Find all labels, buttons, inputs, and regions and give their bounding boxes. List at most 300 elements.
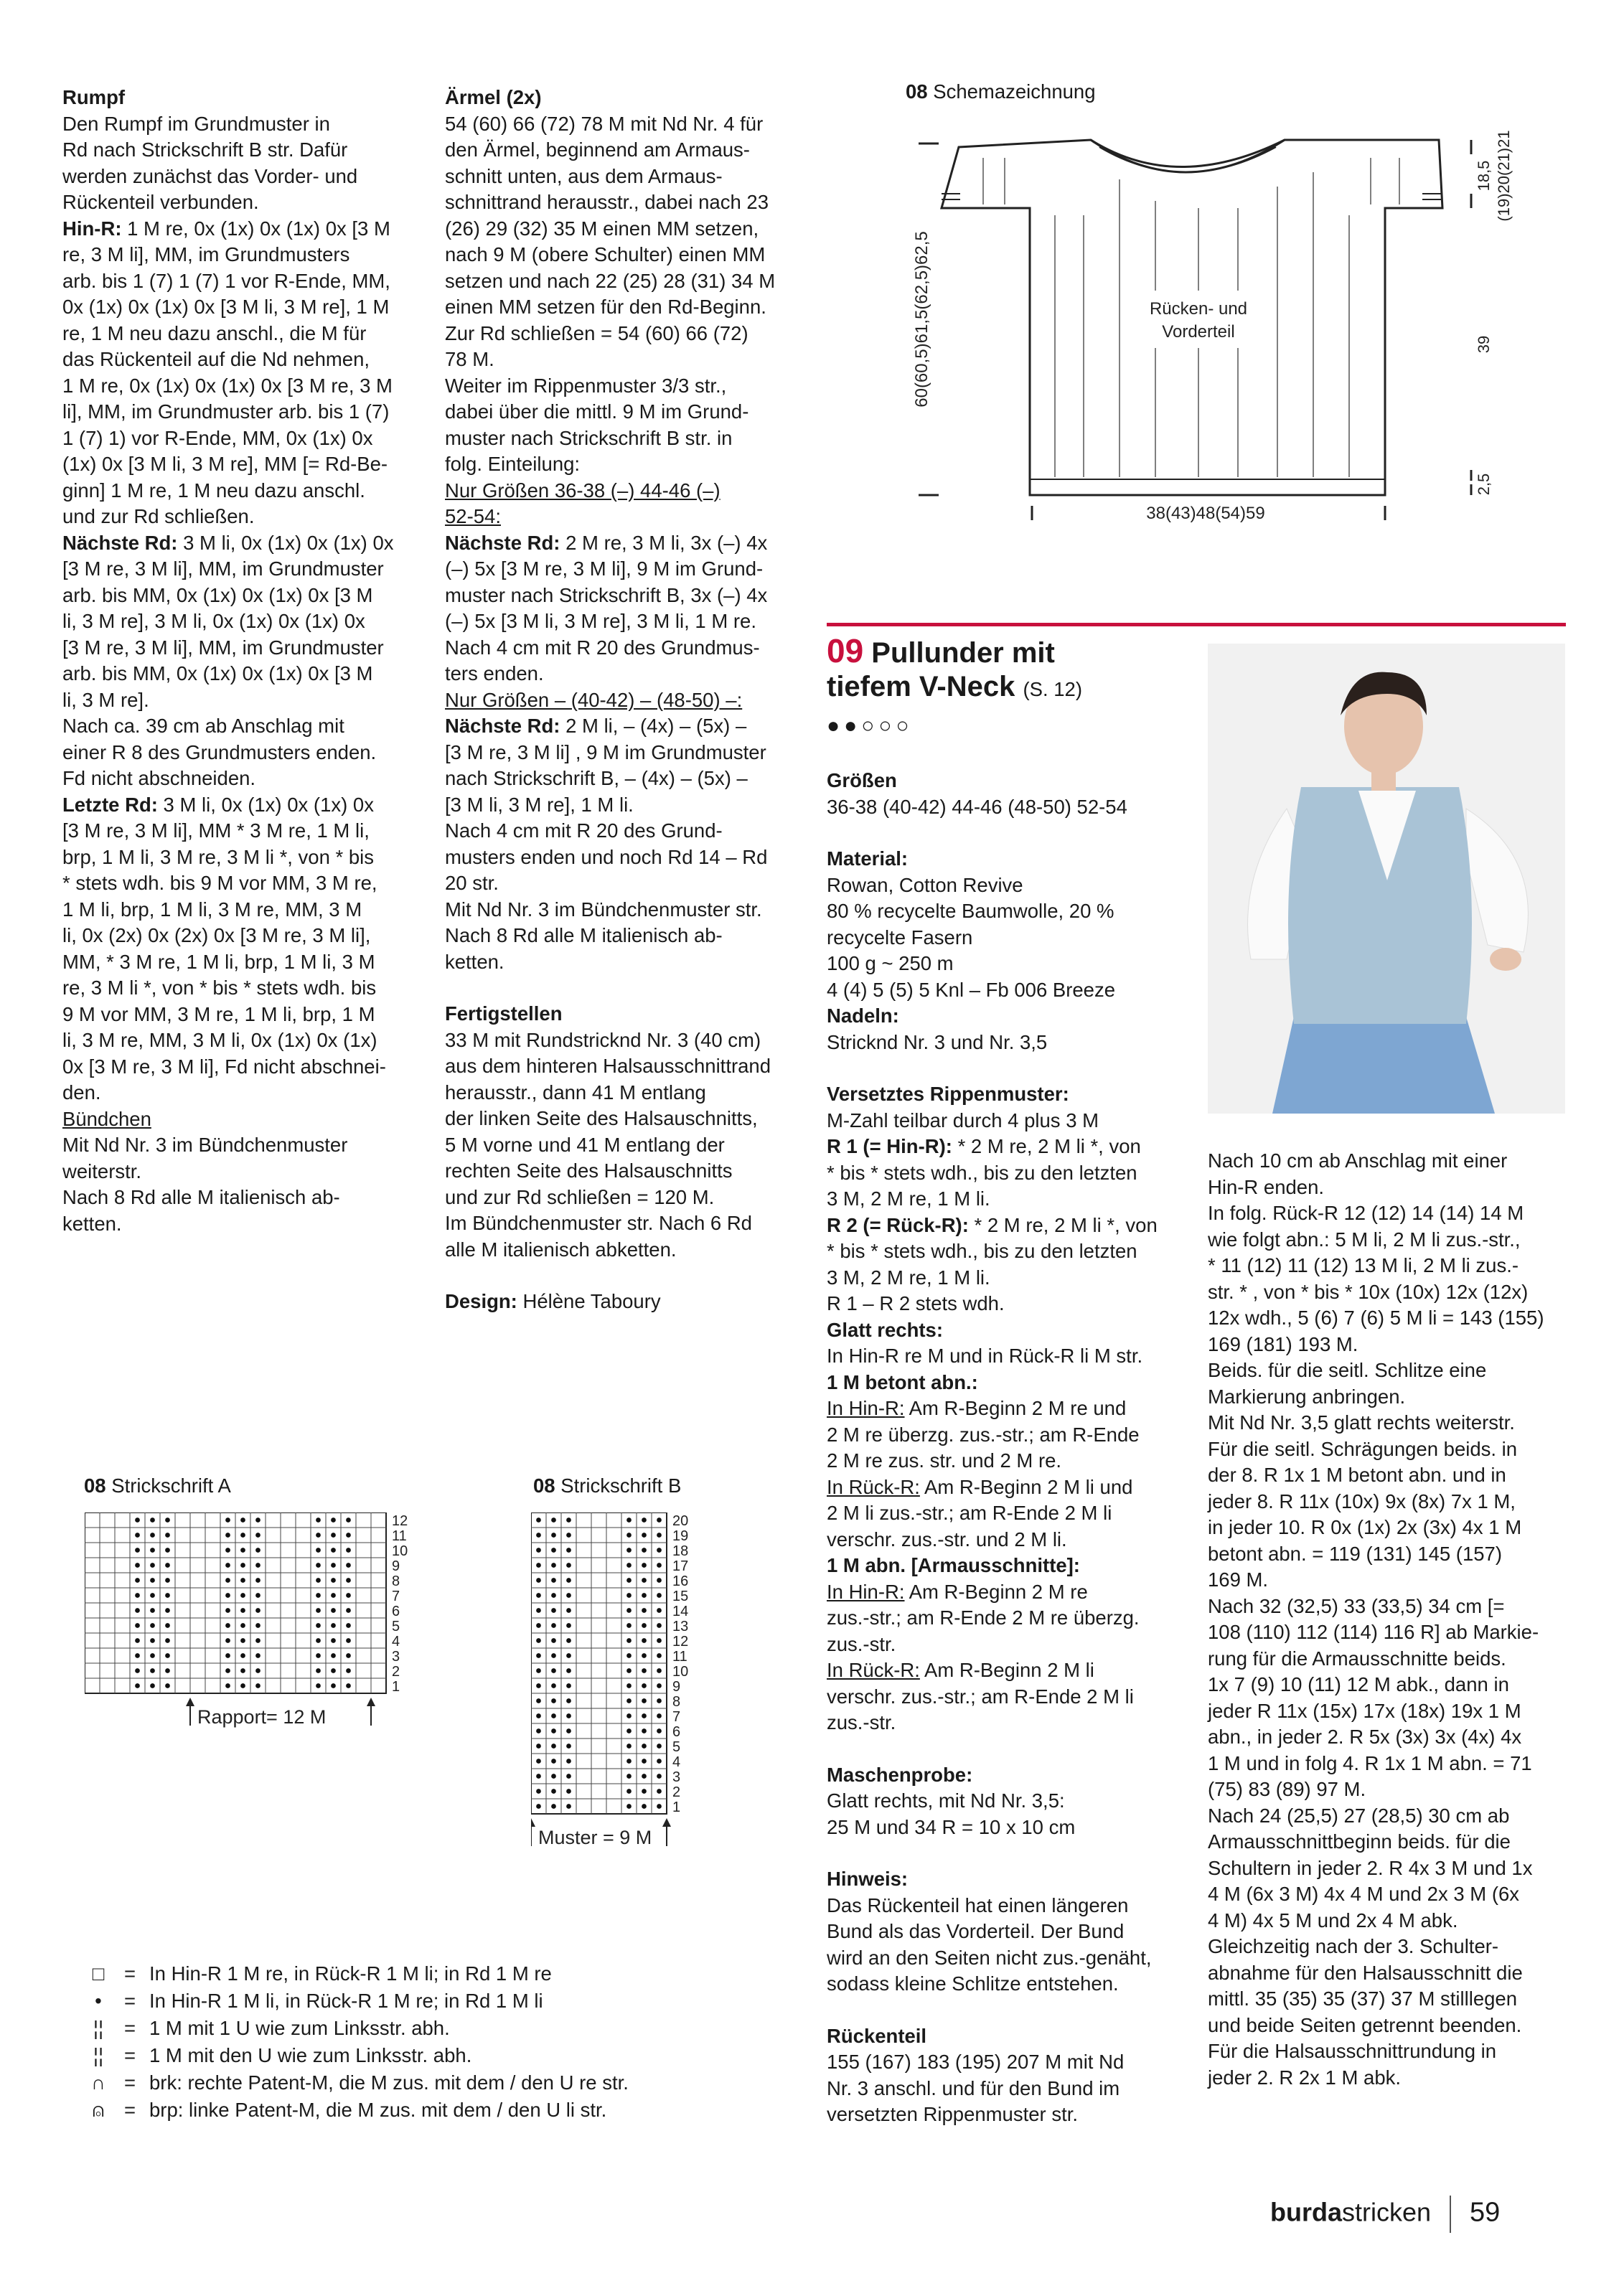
text-line: 54 (60) 66 (72) 78 M mit Nd Nr. 4 für bbox=[445, 112, 764, 135]
text-line: einer R 8 des Grundmusters enden. bbox=[62, 740, 377, 763]
text-line: Markierung anbringen. bbox=[1208, 1385, 1406, 1408]
row-number: 9 bbox=[672, 1679, 681, 1695]
purl-dot bbox=[346, 1653, 351, 1658]
text-line: li, 0x (2x) 0x (2x) 0x [3 M re, 3 M li], bbox=[62, 924, 371, 946]
text-line: 2 M li zus.-str.; am R-Ende 2 M li bbox=[827, 1502, 1112, 1524]
row-number: 7 bbox=[392, 1589, 400, 1604]
purl-dot bbox=[331, 1653, 336, 1658]
purl-dot bbox=[657, 1774, 662, 1779]
text-line: In folg. Rück-R 12 (12) 14 (14) 14 M bbox=[1208, 1202, 1524, 1224]
text-line: Maschenprobe: bbox=[827, 1763, 973, 1786]
purl-dot bbox=[566, 1698, 571, 1703]
purl-dot bbox=[626, 1548, 632, 1553]
purl-dot bbox=[626, 1683, 632, 1688]
text-line: weiterstr. bbox=[62, 1159, 142, 1182]
text-line: Bund als das Vorderteil. Der Bund bbox=[827, 1920, 1125, 1942]
row-number: 7 bbox=[672, 1709, 681, 1725]
purl-dot bbox=[536, 1623, 541, 1628]
text-line: In Hin-R re M und in Rück-R li M str. bbox=[827, 1345, 1143, 1367]
purl-dot bbox=[657, 1759, 662, 1764]
purl-dot bbox=[642, 1653, 647, 1658]
text-line: 52-54: bbox=[445, 505, 501, 527]
text-line: muster nach Strickschrift B str. in bbox=[445, 426, 733, 449]
purl-dot bbox=[626, 1789, 632, 1794]
purl-dot bbox=[150, 1548, 155, 1553]
purl-dot bbox=[566, 1563, 571, 1568]
schema-title: 08 Schemazeichnung bbox=[906, 80, 1096, 103]
text-line: Schultern in jeder 2. R 4x 3 M und 1x bbox=[1208, 1856, 1533, 1879]
text-line: [3 M re, 3 M li] , 9 M im Grundmuster bbox=[445, 740, 766, 763]
purl-dot bbox=[240, 1683, 245, 1688]
row-number: 2 bbox=[672, 1784, 681, 1800]
purl-dot bbox=[225, 1608, 230, 1613]
row-number: 13 bbox=[672, 1619, 689, 1634]
legend-equals: = bbox=[123, 2071, 136, 2094]
repeat-label: Muster = 9 M bbox=[538, 1827, 652, 1848]
purl-dot bbox=[316, 1653, 321, 1658]
purl-dot bbox=[536, 1578, 541, 1583]
text-line: herausstr., dann 41 M entlang bbox=[445, 1081, 706, 1104]
purl-dot bbox=[626, 1668, 632, 1673]
text-line: R 1 – R 2 stets wdh. bbox=[827, 1292, 1005, 1314]
purl-dot bbox=[626, 1728, 632, 1733]
text-line: Letzte Rd: 3 M li, 0x (1x) 0x (1x) 0x bbox=[62, 793, 374, 816]
purl-dot bbox=[657, 1789, 662, 1794]
legend-row bbox=[86, 2097, 629, 2124]
row-number: 3 bbox=[672, 1769, 681, 1785]
purl-dot bbox=[626, 1518, 632, 1523]
text-line: Nächste Rd: 2 M li, – (4x) – (5x) – bbox=[445, 715, 747, 737]
legend-text: In Hin-R 1 M li, in Rück-R 1 M re; in Rd 1 M li bbox=[149, 1990, 543, 2012]
purl-dot bbox=[626, 1804, 632, 1809]
purl-dot bbox=[657, 1623, 662, 1628]
text-line: Für die Halsausschnittrundung in bbox=[1208, 2040, 1497, 2062]
purl-dot bbox=[551, 1533, 556, 1538]
purl-dot bbox=[551, 1563, 556, 1568]
text-line: zus.-str. bbox=[827, 1632, 896, 1655]
row-number: 6 bbox=[392, 1604, 400, 1619]
text-line: * 11 (12) 11 (12) 13 M li, 2 M li zus.- bbox=[1208, 1254, 1519, 1276]
text-line: ketten. bbox=[62, 1212, 122, 1235]
difficulty-rating: ●●○○○ bbox=[827, 714, 914, 738]
text-line: (26) 29 (32) 35 M einen MM setzen, bbox=[445, 217, 759, 240]
purl-dot bbox=[240, 1608, 245, 1613]
purl-dot bbox=[536, 1683, 541, 1688]
row-number: 11 bbox=[392, 1528, 407, 1544]
text-line: In Hin-R: Am R-Beginn 2 M re bbox=[827, 1580, 1088, 1603]
text-line: Mit Nd Nr. 3 im Bündchenmuster bbox=[62, 1134, 348, 1156]
text-line: Nr. 3 anschl. und für den Bund im bbox=[827, 2076, 1120, 2099]
purl-dot bbox=[316, 1518, 321, 1523]
purl-dot bbox=[566, 1683, 571, 1688]
purl-dot bbox=[240, 1623, 245, 1628]
page-number: 59 bbox=[1470, 2197, 1501, 2228]
text-line: Fd nicht abschneiden. bbox=[62, 767, 256, 789]
purl-dot bbox=[255, 1653, 261, 1658]
text-line: Hin-R: 1 M re, 0x (1x) 0x (1x) 0x [3 M bbox=[62, 217, 390, 240]
purl-dot bbox=[566, 1578, 571, 1583]
purl-dot bbox=[135, 1608, 140, 1613]
row-number: 4 bbox=[672, 1754, 681, 1770]
text-line: zus.-str. bbox=[827, 1711, 896, 1733]
text-line: 1 M und in folg 4. R 1x 1 M abn. = 71 bbox=[1208, 1751, 1532, 1774]
purl-dot bbox=[240, 1548, 245, 1553]
purl-dot bbox=[551, 1653, 556, 1658]
purl-dot bbox=[165, 1653, 170, 1658]
text-line: li], MM, im Grundmuster arb. bis 1 (7) bbox=[62, 400, 390, 423]
purl-dot bbox=[240, 1653, 245, 1658]
purl-dot bbox=[346, 1578, 351, 1583]
row-number: 12 bbox=[672, 1634, 689, 1650]
schema-width-dim: 38(43)48(54)59 bbox=[1146, 504, 1265, 523]
purl-dot bbox=[657, 1744, 662, 1749]
purl-dot bbox=[346, 1533, 351, 1538]
purl-dot bbox=[150, 1638, 155, 1643]
text-line: 20 str. bbox=[445, 872, 499, 894]
text-line bbox=[827, 1840, 1193, 1866]
text-line: das Rückenteil auf die Nd nehmen, bbox=[62, 348, 370, 370]
purl-dot bbox=[331, 1608, 336, 1613]
text-line: Rumpf bbox=[62, 86, 126, 108]
text-line bbox=[827, 820, 1193, 846]
purl-dot bbox=[642, 1744, 647, 1749]
schema-body-label-2: Vorderteil bbox=[1162, 322, 1235, 342]
purl-dot bbox=[566, 1623, 571, 1628]
purl-dot bbox=[255, 1548, 261, 1553]
text-line: 1 M betont abn.: bbox=[827, 1370, 978, 1393]
text-line: Mit Nd Nr. 3,5 glatt rechts weiterstr. bbox=[1208, 1411, 1515, 1434]
purl-dot bbox=[331, 1578, 336, 1583]
purl-dot bbox=[150, 1593, 155, 1598]
row-number: 3 bbox=[392, 1649, 400, 1665]
text-line: schnittrand herausstr., dabei nach 23 bbox=[445, 191, 769, 213]
purl-dot bbox=[316, 1578, 321, 1583]
purl-dot bbox=[135, 1578, 140, 1583]
text-line: Versetztes Rippenmuster: bbox=[827, 1083, 1069, 1105]
text-line: 1 (7) 1) vor R-Ende, MM, 0x (1x) 0x bbox=[62, 426, 373, 449]
page-footer bbox=[1270, 2196, 1500, 2233]
purl-dot bbox=[255, 1623, 261, 1628]
text-line: Nadeln: bbox=[827, 1004, 899, 1027]
text-line: li, 3 M re, MM, 3 M li, 0x (1x) 0x (1x) bbox=[62, 1029, 377, 1051]
purl-dot bbox=[331, 1593, 336, 1598]
text-line: Armausschnittbeginn beids. für die bbox=[1208, 1830, 1511, 1853]
purl-dot bbox=[135, 1593, 140, 1598]
purl-dot bbox=[255, 1608, 261, 1613]
purl-dot bbox=[642, 1638, 647, 1643]
purl-dot bbox=[566, 1533, 571, 1538]
purl-dot bbox=[150, 1668, 155, 1673]
purl-dot bbox=[150, 1578, 155, 1583]
purl-dot bbox=[225, 1578, 230, 1583]
purl-dot bbox=[225, 1668, 230, 1673]
text-line: Ärmel (2x) bbox=[445, 86, 542, 108]
purl-dot bbox=[642, 1608, 647, 1613]
row-number: 18 bbox=[672, 1543, 689, 1559]
text-line: einen MM setzen für den Rd-Beginn. bbox=[445, 296, 766, 318]
purl-dot bbox=[551, 1728, 556, 1733]
purl-dot bbox=[150, 1653, 155, 1658]
text-line: Nach 32 (32,5) 33 (33,5) 34 cm [= bbox=[1208, 1594, 1505, 1617]
purl-dot bbox=[626, 1593, 632, 1598]
text-line: muster nach Strickschrift B, 3x (–) 4x bbox=[445, 583, 768, 606]
purl-dot bbox=[536, 1593, 541, 1598]
purl-dot bbox=[551, 1744, 556, 1749]
schema-body-label-1: Rücken- und bbox=[1149, 299, 1248, 319]
purl-dot bbox=[316, 1563, 321, 1568]
text-line: [3 M re, 3 M li], MM * 3 M re, 1 M li, bbox=[62, 819, 370, 842]
text-line: der linken Seite des Halsauschnitts, bbox=[445, 1107, 758, 1129]
text-line: Rd nach Strickschrift B str. Dafür bbox=[62, 138, 348, 161]
text-line: Nach 10 cm ab Anschlag mit einer bbox=[1208, 1149, 1508, 1172]
text-line: 4 M (6x 3 M) 4x 4 M und 2x 3 M (6x bbox=[1208, 1883, 1520, 1905]
text-line: nach 9 M (obere Schulter) einen MM bbox=[445, 243, 766, 265]
text-line: verschr. zus.-str. und 2 M li. bbox=[827, 1528, 1067, 1551]
chart-b-title: 08 Strickschrift B bbox=[533, 1474, 682, 1497]
purl-dot bbox=[566, 1638, 571, 1643]
text-line: den. bbox=[62, 1081, 101, 1104]
purl-dot bbox=[626, 1713, 632, 1718]
text-line: M-Zahl teilbar durch 4 plus 3 M bbox=[827, 1109, 1099, 1131]
row-number: 10 bbox=[672, 1664, 689, 1680]
purl-dot bbox=[642, 1728, 647, 1733]
text-line bbox=[445, 975, 811, 1001]
purl-dot bbox=[536, 1744, 541, 1749]
purl-dot bbox=[551, 1518, 556, 1523]
text-line: In Rück-R: Am R-Beginn 2 M li und bbox=[827, 1475, 1133, 1498]
text-line: Mit Nd Nr. 3 im Bündchenmuster str. bbox=[445, 898, 762, 921]
purl-dot bbox=[657, 1668, 662, 1673]
purl-dot bbox=[331, 1668, 336, 1673]
purl-dot bbox=[566, 1759, 571, 1764]
row-number: 12 bbox=[392, 1513, 408, 1529]
row-number: 1 bbox=[672, 1799, 681, 1815]
purl-dot bbox=[536, 1728, 541, 1733]
purl-dot bbox=[346, 1623, 351, 1628]
purl-dot bbox=[536, 1563, 541, 1568]
text-line: 3 M, 2 M re, 1 M li. bbox=[827, 1187, 990, 1210]
purl-dot bbox=[626, 1608, 632, 1613]
legend-symbol: ∩ bbox=[91, 2071, 105, 2094]
purl-dot bbox=[551, 1593, 556, 1598]
purl-dot bbox=[346, 1608, 351, 1613]
text-line: arb. bis MM, 0x (1x) 0x (1x) 0x [3 M bbox=[62, 662, 373, 684]
text-line: re, 3 M li *, von * bis * stets wdh. bis bbox=[62, 977, 377, 999]
text-line: 36-38 (40-42) 44-46 (48-50) 52-54 bbox=[827, 795, 1127, 818]
purl-dot bbox=[551, 1683, 556, 1688]
purl-dot bbox=[225, 1518, 230, 1523]
legend-symbol: ¦¦ bbox=[93, 2044, 104, 2066]
text-line: schnitt unten, aus dem Armaus- bbox=[445, 164, 723, 187]
text-line: [3 M re, 3 M li], MM, im Grundmuster bbox=[62, 636, 384, 659]
legend-equals: = bbox=[123, 2017, 136, 2039]
text-line: Hin-R enden. bbox=[1208, 1175, 1325, 1198]
purl-dot bbox=[657, 1548, 662, 1553]
purl-dot bbox=[316, 1623, 321, 1628]
text-line: folg. Einteilung: bbox=[445, 453, 581, 475]
purl-dot bbox=[135, 1623, 140, 1628]
purl-dot bbox=[331, 1548, 336, 1553]
legend-equals: = bbox=[123, 1990, 136, 2012]
text-line: In Hin-R: Am R-Beginn 2 M re und bbox=[827, 1397, 1127, 1419]
text-line: Beids. für die seitl. Schlitze eine bbox=[1208, 1359, 1487, 1381]
purl-dot bbox=[316, 1593, 321, 1598]
purl-dot bbox=[225, 1548, 230, 1553]
text-line: Für die seitl. Schrägungen beids. in bbox=[1208, 1437, 1518, 1460]
purl-dot bbox=[566, 1653, 571, 1658]
purl-dot bbox=[225, 1638, 230, 1643]
purl-dot bbox=[551, 1608, 556, 1613]
legend-row bbox=[86, 2069, 629, 2097]
purl-dot bbox=[346, 1668, 351, 1673]
purl-dot bbox=[316, 1683, 321, 1688]
text-line: 5 M vorne und 41 M entlang der bbox=[445, 1133, 725, 1156]
purl-dot bbox=[165, 1608, 170, 1613]
legend-symbol: • bbox=[95, 1990, 102, 2012]
purl-dot bbox=[225, 1683, 230, 1688]
purl-dot bbox=[626, 1623, 632, 1628]
purl-dot bbox=[135, 1548, 140, 1553]
text-line: Hinweis: bbox=[827, 1868, 909, 1890]
purl-dot bbox=[135, 1683, 140, 1688]
purl-dot bbox=[551, 1713, 556, 1718]
text-line: 4 M) 4x 5 M und 2x 4 M abk. bbox=[1208, 1909, 1458, 1932]
text-line: der 8. R 1x 1 M betont abn. und in bbox=[1208, 1464, 1506, 1486]
text-line: recycelte Fasern bbox=[827, 926, 973, 949]
purl-dot bbox=[642, 1563, 647, 1568]
text-line: 1 M li, brp, 1 M li, 3 M re, MM, 3 M bbox=[62, 898, 362, 921]
text-line: 25 M und 34 R = 10 x 10 cm bbox=[827, 1815, 1076, 1838]
text-line: [3 M li, 3 M re], 1 M li. bbox=[445, 793, 634, 816]
text-line: wie folgt abn.: 5 M li, 2 M li zus.-str., bbox=[1208, 1228, 1521, 1251]
magazine-brand: burdastricken bbox=[1270, 2197, 1432, 2227]
row-number: 8 bbox=[672, 1694, 681, 1710]
text-column-1 bbox=[62, 85, 400, 1237]
text-column-4 bbox=[1208, 1148, 1567, 2091]
text-line: Glatt rechts: bbox=[827, 1318, 943, 1341]
row-number: 8 bbox=[392, 1573, 400, 1589]
garment-schema-drawing bbox=[911, 108, 1557, 538]
purl-dot bbox=[657, 1728, 662, 1733]
purl-dot bbox=[165, 1683, 170, 1688]
row-number: 14 bbox=[672, 1604, 689, 1619]
text-line: versetzten Rippenmuster str. bbox=[827, 2103, 1079, 2125]
purl-dot bbox=[255, 1563, 261, 1568]
purl-dot bbox=[255, 1668, 261, 1673]
purl-dot bbox=[566, 1668, 571, 1673]
purl-dot bbox=[536, 1698, 541, 1703]
purl-dot bbox=[165, 1548, 170, 1553]
section-title: 09 Pullunder mit tiefem V-Neck (S. 12) bbox=[827, 632, 1082, 702]
purl-dot bbox=[566, 1804, 571, 1809]
row-number: 9 bbox=[392, 1558, 400, 1574]
row-number: 1 bbox=[392, 1679, 400, 1695]
legend-row bbox=[86, 1960, 629, 1987]
text-column-2 bbox=[445, 85, 811, 1315]
purl-dot bbox=[165, 1518, 170, 1523]
purl-dot bbox=[657, 1804, 662, 1809]
text-line: li, 3 M re], 3 M li, 0x (1x) 0x (1x) 0x bbox=[62, 610, 365, 632]
purl-dot bbox=[642, 1698, 647, 1703]
purl-dot bbox=[240, 1638, 245, 1643]
purl-dot bbox=[626, 1638, 632, 1643]
text-line: 1 M abn. [Armausschnitte]: bbox=[827, 1554, 1080, 1576]
purl-dot bbox=[346, 1683, 351, 1688]
purl-dot bbox=[255, 1593, 261, 1598]
text-column-3 bbox=[827, 768, 1193, 2128]
text-line: abn., in jeder 2. R 5x (3x) 3x (4x) 4x bbox=[1208, 1726, 1522, 1748]
purl-dot bbox=[642, 1623, 647, 1628]
purl-dot bbox=[225, 1653, 230, 1658]
purl-dot bbox=[626, 1563, 632, 1568]
text-line: 0x [3 M re, 3 M li], Fd nicht abschnei- bbox=[62, 1055, 386, 1078]
text-line: MM, * 3 M re, 1 M li, brp, 1 M li, 3 M bbox=[62, 950, 375, 973]
schema-length-dim: 60(60,5)61,5(62,5)62,5 bbox=[912, 231, 931, 408]
purl-dot bbox=[135, 1653, 140, 1658]
text-line: Nach 8 Rd alle M italienisch ab- bbox=[62, 1186, 340, 1208]
text-line: 9 M vor MM, 3 M re, 1 M li, brp, 1 M bbox=[62, 1002, 375, 1025]
text-line: str. * , von * bis * 10x (10x) 12x (12x) bbox=[1208, 1280, 1529, 1303]
purl-dot bbox=[346, 1593, 351, 1598]
purl-dot bbox=[240, 1578, 245, 1583]
purl-dot bbox=[626, 1759, 632, 1764]
row-number: 5 bbox=[392, 1619, 400, 1634]
text-line: musters enden und noch Rd 14 – Rd bbox=[445, 845, 768, 868]
purl-dot bbox=[150, 1683, 155, 1688]
row-number: 2 bbox=[392, 1664, 400, 1680]
text-line: Nach 4 cm mit R 20 des Grund- bbox=[445, 819, 723, 842]
purl-dot bbox=[536, 1653, 541, 1658]
text-line: 169 (181) 193 M. bbox=[1208, 1332, 1358, 1355]
purl-dot bbox=[165, 1533, 170, 1538]
text-line: (–) 5x [3 M li, 3 M re], 3 M li, 1 M re. bbox=[445, 610, 756, 632]
purl-dot bbox=[551, 1789, 556, 1794]
text-line: Größen bbox=[827, 769, 897, 791]
purl-dot bbox=[642, 1548, 647, 1553]
legend-equals: = bbox=[123, 2044, 136, 2066]
purl-dot bbox=[255, 1533, 261, 1538]
text-line: Nächste Rd: 2 M re, 3 M li, 3x (–) 4x bbox=[445, 531, 768, 554]
purl-dot bbox=[331, 1518, 336, 1523]
knitting-chart-a bbox=[85, 1512, 422, 1756]
purl-dot bbox=[165, 1593, 170, 1598]
text-line: Stricknd Nr. 3 und Nr. 3,5 bbox=[827, 1030, 1048, 1053]
text-line: Gleichzeitig nach der 3. Schulter- bbox=[1208, 1935, 1499, 1957]
text-line: arb. bis MM, 0x (1x) 0x (1x) 0x [3 M bbox=[62, 583, 373, 606]
purl-dot bbox=[135, 1518, 140, 1523]
purl-dot bbox=[566, 1608, 571, 1613]
purl-dot bbox=[331, 1563, 336, 1568]
purl-dot bbox=[331, 1683, 336, 1688]
text-line bbox=[827, 1998, 1193, 2023]
text-line: alle M italienisch abketten. bbox=[445, 1238, 677, 1261]
purl-dot bbox=[657, 1518, 662, 1523]
purl-dot bbox=[657, 1638, 662, 1643]
text-line: nach Strickschrift B, – (4x) – (5x) – bbox=[445, 767, 748, 789]
purl-dot bbox=[657, 1713, 662, 1718]
purl-dot bbox=[240, 1518, 245, 1523]
text-line: Design: Hélène Taboury bbox=[445, 1290, 661, 1312]
purl-dot bbox=[225, 1593, 230, 1598]
text-line: betont abn. = 119 (131) 145 (157) bbox=[1208, 1542, 1503, 1565]
purl-dot bbox=[316, 1608, 321, 1613]
purl-dot bbox=[551, 1759, 556, 1764]
text-line: * bis * stets wdh., bis zu den letzten bbox=[827, 1240, 1137, 1262]
purl-dot bbox=[657, 1533, 662, 1538]
purl-dot bbox=[536, 1789, 541, 1794]
text-line: Nächste Rd: 3 M li, 0x (1x) 0x (1x) 0x bbox=[62, 531, 394, 554]
purl-dot bbox=[331, 1623, 336, 1628]
